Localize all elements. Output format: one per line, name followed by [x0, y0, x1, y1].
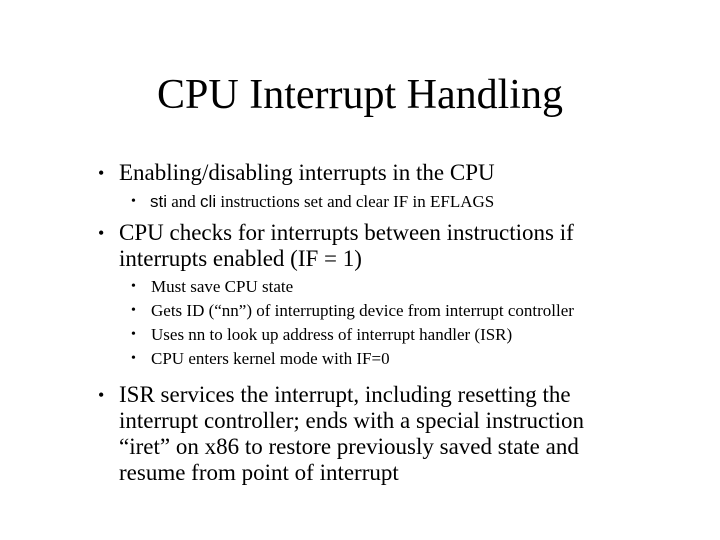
bullet-isr-services: [98, 382, 658, 486]
subbullet-lookup-isr: [131, 323, 671, 347]
subbullet-marker: •: [131, 327, 136, 342]
bullet-text-line-1: CPU checks for interrupts between instructions if: [119, 220, 574, 245]
bullet-text-line-4: resume from point of interrupt: [119, 460, 399, 485]
bullet-text-line-2: interrupts enabled (IF = 1): [119, 246, 362, 271]
subbullet-text: Gets ID (“nn”) of interrupting device from interrupt controller: [151, 301, 574, 320]
subbullet-marker: •: [131, 351, 136, 366]
slide-title: CPU Interrupt Handling: [157, 72, 563, 118]
text-and: and: [167, 192, 201, 211]
subbullet-sti-cli: [131, 190, 651, 214]
subbullet-save-state: [131, 275, 671, 299]
bullet-marker: •: [98, 223, 105, 243]
code-cli: cli: [200, 192, 217, 211]
text-rest: instructions set and clear IF in EFLAGS: [216, 192, 495, 211]
subbullet-text: [150, 190, 651, 214]
bullet-cpu-checks: [98, 220, 658, 272]
bullet-marker: •: [98, 163, 105, 183]
sublist-cpu-steps: [131, 275, 671, 371]
subbullet-text: Must save CPU state: [151, 277, 294, 296]
subbullet-kernel-mode: [131, 347, 671, 371]
bullet-text-line-3: “iret” on x86 to restore previously saved state and: [119, 434, 579, 459]
subbullet-text: Uses nn to look up address of interrupt handler (ISR): [151, 325, 513, 344]
subbullet-marker: •: [131, 194, 136, 209]
subbullet-text: CPU enters kernel mode with IF=0: [151, 349, 390, 368]
bullet-enabling-interrupts: [98, 160, 658, 186]
code-sti: sti: [150, 192, 167, 211]
subbullet-marker: •: [131, 279, 136, 294]
bullet-text-line-2: interrupt controller; ends with a special instruction: [119, 408, 584, 433]
bullet-text-line-1: ISR services the interrupt, including resetting the: [119, 382, 571, 407]
subbullet-gets-id: [131, 299, 671, 323]
bullet-marker: •: [98, 385, 105, 405]
subbullet-marker: •: [131, 303, 136, 318]
bullet-text: Enabling/disabling interrupts in the CPU: [119, 160, 495, 185]
